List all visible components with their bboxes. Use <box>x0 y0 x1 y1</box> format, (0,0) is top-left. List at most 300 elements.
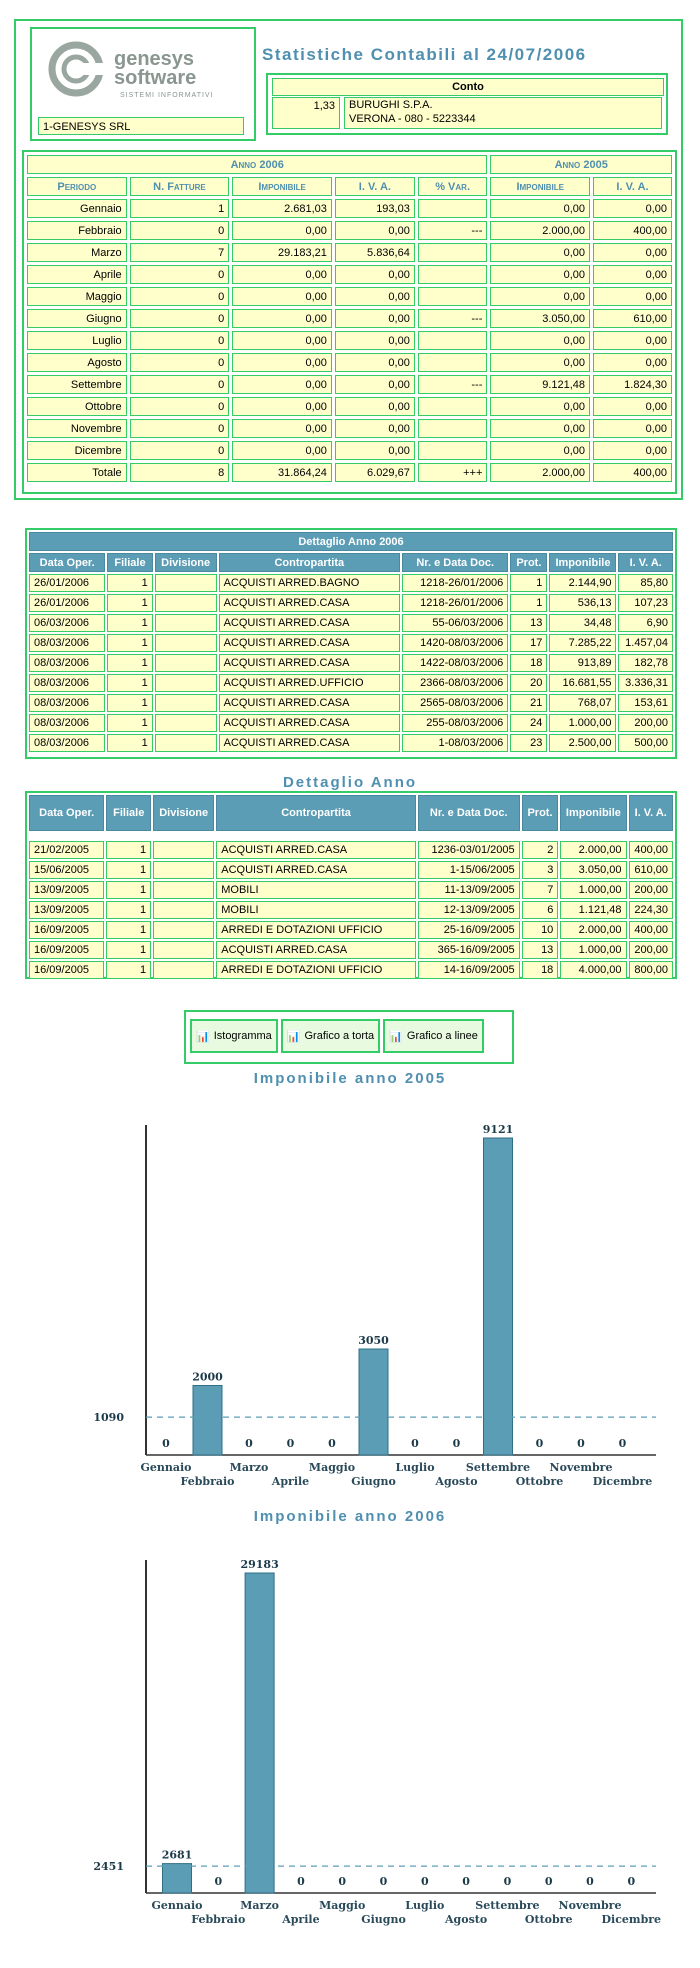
detail-cell: 1 <box>106 901 151 919</box>
detail-cell: 1.121,48 <box>560 901 626 919</box>
detail-cell: 153,61 <box>618 694 673 712</box>
summary-cell: Ottobre <box>27 397 127 416</box>
detail-cell: 1 <box>106 961 151 979</box>
detail-cell: 08/03/2006 <box>29 694 105 712</box>
detail-cell: 1 <box>107 614 152 632</box>
summary-col-header: Periodo <box>27 177 127 196</box>
bar-value-label: 0 <box>286 1437 295 1450</box>
detail-col-header: Contropartita <box>219 553 401 572</box>
summary-cell: Maggio <box>27 287 127 306</box>
summary-cell: +++ <box>418 463 488 482</box>
bar-value-label: 0 <box>618 1437 627 1450</box>
detail-cell: 1218-26/01/2006 <box>402 594 508 612</box>
detail-2006-table <box>27 530 675 754</box>
summary-cell: 0 <box>130 419 230 438</box>
summary-cell: 0 <box>130 397 230 416</box>
summary-cell: 0 <box>130 353 230 372</box>
detail-cell: 15/06/2005 <box>29 861 104 879</box>
detail-cell: 1 <box>107 674 152 692</box>
summary-cell: 0,00 <box>335 221 415 240</box>
summary-cell: Dicembre <box>27 441 127 460</box>
bar-value-label: 0 <box>544 1875 553 1888</box>
bar-value-label: 0 <box>338 1875 347 1888</box>
bar-value-label: 0 <box>162 1437 170 1450</box>
x-tick-label: Agosto <box>435 1475 478 1488</box>
detail-cell <box>155 694 217 712</box>
detail-row <box>29 861 673 879</box>
summary-cell <box>418 419 488 438</box>
detail-col-header: Prot. <box>522 795 559 831</box>
conto-address: VERONA - 080 - 5223344 <box>349 113 476 125</box>
chart-2006-title: Imponibile anno 2006 <box>253 1508 447 1525</box>
detail-cell <box>155 574 217 592</box>
detail-cell <box>155 614 217 632</box>
summary-cell <box>418 265 488 284</box>
detail-cell: 85,80 <box>618 574 673 592</box>
summary-cell: --- <box>418 375 488 394</box>
detail-cell: ARREDI E DOTAZIONI UFFICIO <box>216 961 416 979</box>
detail-cell: 16.681,55 <box>549 674 616 692</box>
detail-cell: 800,00 <box>629 961 674 979</box>
detail-cell: 107,23 <box>618 594 673 612</box>
bar <box>193 1385 222 1455</box>
x-tick-label: Febbraio <box>180 1475 235 1488</box>
logo-tag: SISTEMI INFORMATIVI <box>120 92 214 99</box>
detail-cell: 1236-03/01/2005 <box>418 841 520 859</box>
detail-row <box>29 734 673 752</box>
x-tick-label: Luglio <box>395 1461 435 1474</box>
detail-cell: 1 <box>107 694 152 712</box>
detail-cell: ACQUISTI ARRED.CASA <box>216 861 416 879</box>
chart-toolbar <box>184 1010 514 1064</box>
detail-cell: 2366-08/03/2006 <box>402 674 508 692</box>
detail-cell: 1 <box>106 921 151 939</box>
summary-cell: 0,00 <box>593 243 672 262</box>
detail-cell: 1 <box>107 654 152 672</box>
summary-cell: 0,00 <box>490 287 590 306</box>
summary-col-header: I. V. A. <box>593 177 672 196</box>
summary-cell: 0,00 <box>490 397 590 416</box>
bar-value-label: 9121 <box>482 1123 514 1136</box>
bar-value-label: 0 <box>214 1875 223 1888</box>
summary-cell: 0 <box>130 265 230 284</box>
summary-cell: 0 <box>130 221 230 240</box>
summary-cell: 9.121,48 <box>490 375 590 394</box>
summary-cell: 0,00 <box>232 375 332 394</box>
chart-2005-title: Imponibile anno 2005 <box>253 1070 447 1087</box>
summary-cell: 0,00 <box>232 441 332 460</box>
detail-cell: 1 <box>107 714 152 732</box>
detail-cell: 224,30 <box>629 901 674 919</box>
summary-cell <box>418 199 488 218</box>
summary-cell: Gennaio <box>27 199 127 218</box>
logo-line1: genesys <box>114 48 195 70</box>
detail-cell <box>155 714 217 732</box>
detail-col-header: Filiale <box>107 553 152 572</box>
detail-cell <box>155 654 217 672</box>
summary-cell: 0,00 <box>593 265 672 284</box>
x-tick-label: Dicembre <box>601 1913 662 1926</box>
istogramma-label: Istogramma <box>213 1030 272 1042</box>
detail-cell: 2.500,00 <box>549 734 616 752</box>
detail-anno-title: Dettaglio Anno <box>282 774 418 791</box>
summary-cell: 0,00 <box>232 353 332 372</box>
summary-col-header: % Var. <box>418 177 488 196</box>
detail-col-header: Filiale <box>106 795 151 831</box>
detail-cell: ACQUISTI ARRED.CASA <box>219 694 401 712</box>
summary-cell: 2.000,00 <box>490 221 590 240</box>
page-title: Statistiche Contabili al 24/07/2006 <box>262 45 587 64</box>
detail-cell: 10 <box>522 921 559 939</box>
detail-row <box>29 694 673 712</box>
detail-cell: 08/03/2006 <box>29 674 105 692</box>
summary-cell: 0,00 <box>335 375 415 394</box>
bar-value-label: 0 <box>627 1875 636 1888</box>
detail-col-header: I. V. A. <box>629 795 674 831</box>
summary-cell: Novembre <box>27 419 127 438</box>
detail-row <box>29 594 673 612</box>
average-label: 1090 <box>93 1411 124 1425</box>
detail-cell: 1 <box>106 841 151 859</box>
detail-col-header: Divisione <box>155 553 217 572</box>
detail-cell: 26/01/2006 <box>29 574 105 592</box>
detail-col-header: Imponibile <box>549 553 616 572</box>
detail-cell: ACQUISTI ARRED.CASA <box>219 714 401 732</box>
detail-cell <box>153 901 214 919</box>
summary-cell: 0,00 <box>593 419 672 438</box>
detail-cell: 1 <box>510 574 547 592</box>
detail-col-header: Contropartita <box>216 795 416 831</box>
summary-cell: Febbraio <box>27 221 127 240</box>
x-tick-label: Marzo <box>229 1461 269 1474</box>
detail-cell <box>155 734 217 752</box>
summary-cell: 0 <box>130 287 230 306</box>
summary-cell: --- <box>418 309 488 328</box>
detail-2006-frame <box>25 528 677 759</box>
summary-cell: 0,00 <box>490 331 590 350</box>
x-tick-label: Ottobre <box>515 1475 564 1488</box>
summary-row <box>27 463 672 482</box>
summary-row <box>27 397 672 416</box>
detail-row <box>29 614 673 632</box>
chart-icon: 📊 <box>196 1030 210 1043</box>
x-tick-label: Settembre <box>475 1899 540 1912</box>
summary-cell: 3.050,00 <box>490 309 590 328</box>
x-tick-label: Agosto <box>445 1913 488 1926</box>
detail-cell <box>153 961 214 979</box>
summary-row <box>27 199 672 218</box>
detail-cell <box>153 861 214 879</box>
summary-cell: 0,00 <box>335 397 415 416</box>
summary-cell: 610,00 <box>593 309 672 328</box>
detail-cell: 20 <box>510 674 547 692</box>
detail-cell: ACQUISTI ARRED.CASA <box>219 634 401 652</box>
detail-row <box>29 654 673 672</box>
summary-cell: 400,00 <box>593 221 672 240</box>
conto-box <box>266 73 668 135</box>
detail-cell: ACQUISTI ARRED.BAGNO <box>219 574 401 592</box>
detail-cell: 2565-08/03/2006 <box>402 694 508 712</box>
summary-cell: 0,00 <box>335 441 415 460</box>
detail-row <box>29 674 673 692</box>
detail-cell <box>153 841 214 859</box>
bar-value-label: 2000 <box>192 1370 223 1384</box>
detail-cell: 21 <box>510 694 547 712</box>
detail-cell: 08/03/2006 <box>29 714 105 732</box>
summary-cell <box>418 287 488 306</box>
summary-cell: 0 <box>130 375 230 394</box>
conto-label: Conto <box>272 78 664 96</box>
summary-col-header: Imponibile <box>232 177 332 196</box>
bar-value-label: 0 <box>462 1875 470 1888</box>
detail-cell: 7.285,22 <box>549 634 616 652</box>
detail-cell: 13 <box>510 614 547 632</box>
detail-cell: 1.000,00 <box>549 714 616 732</box>
year-2006-header: Anno 2006 <box>27 155 487 174</box>
summary-cell <box>418 243 488 262</box>
detail-cell: MOBILI <box>216 881 416 899</box>
detail-cell: 1218-26/01/2006 <box>402 574 508 592</box>
detail-cell: ARREDI E DOTAZIONI UFFICIO <box>216 921 416 939</box>
x-tick-label: Maggio <box>319 1899 366 1912</box>
detail-cell: 3.050,00 <box>560 861 626 879</box>
detail-cell <box>155 634 217 652</box>
summary-cell: 0,00 <box>593 287 672 306</box>
chart-2005 <box>0 1090 700 1510</box>
detail-cell <box>153 921 214 939</box>
summary-cell: 0,00 <box>593 199 672 218</box>
x-tick-label: Dicembre <box>592 1475 653 1488</box>
summary-cell: 0,00 <box>232 419 332 438</box>
detail-cell: 13/09/2005 <box>29 901 104 919</box>
detail-cell: ACQUISTI ARRED.CASA <box>219 734 401 752</box>
summary-cell: Agosto <box>27 353 127 372</box>
summary-cell: 6.029,67 <box>335 463 415 482</box>
detail-col-header: Prot. <box>510 553 547 572</box>
x-tick-label: Settembre <box>465 1461 531 1474</box>
detail-cell: 536,13 <box>549 594 616 612</box>
summary-row <box>27 221 672 240</box>
detail-cell: 200,00 <box>629 941 674 959</box>
bar <box>163 1864 192 1893</box>
detail-cell: 2.000,00 <box>560 921 626 939</box>
detail-cell: ACQUISTI ARRED.CASA <box>216 841 416 859</box>
summary-cell: 0,00 <box>335 309 415 328</box>
bar-value-label: 0 <box>297 1875 305 1888</box>
summary-cell: 0,00 <box>593 353 672 372</box>
summary-cell: Settembre <box>27 375 127 394</box>
detail-cell: ACQUISTI ARRED.CASA <box>219 594 401 612</box>
summary-row <box>27 441 672 460</box>
detail-cell: 18 <box>522 961 559 979</box>
detail-cell: 1 <box>107 734 152 752</box>
summary-cell: 0,00 <box>335 419 415 438</box>
bar-value-label: 29183 <box>240 1558 279 1571</box>
detail-cell: 2.144,90 <box>549 574 616 592</box>
summary-cell: 5.836,64 <box>335 243 415 262</box>
summary-cell: 0,00 <box>593 331 672 350</box>
summary-cell: 0,00 <box>335 353 415 372</box>
summary-cell: 0,00 <box>335 331 415 350</box>
bar-value-label: 0 <box>586 1875 594 1888</box>
detail-cell: 4.000,00 <box>560 961 626 979</box>
average-label: 2451 <box>93 1860 124 1874</box>
detail-cell: 11-13/09/2005 <box>418 881 520 899</box>
x-tick-label: Novembre <box>558 1899 622 1912</box>
detail-cell: 1.457,04 <box>618 634 673 652</box>
detail-row <box>29 714 673 732</box>
summary-cell: 0,00 <box>232 309 332 328</box>
detail-cell: 16/09/2005 <box>29 921 104 939</box>
summary-cell: 0,00 <box>335 265 415 284</box>
summary-row <box>27 419 672 438</box>
detail-col-header: I. V. A. <box>618 553 673 572</box>
x-tick-label: Aprile <box>282 1913 320 1926</box>
detail-cell: 08/03/2006 <box>29 634 105 652</box>
summary-cell: --- <box>418 221 488 240</box>
detail-cell: 26/01/2006 <box>29 594 105 612</box>
conto-name: BURUGHI S.P.A. <box>349 99 433 111</box>
summary-cell: 400,00 <box>593 463 672 482</box>
summary-cell: 0 <box>130 309 230 328</box>
istogramma-button[interactable] <box>190 1019 278 1053</box>
bar-value-label: 0 <box>577 1437 585 1450</box>
summary-cell: Luglio <box>27 331 127 350</box>
summary-frame <box>14 19 683 500</box>
detail-cell: 12-13/09/2005 <box>418 901 520 919</box>
summary-cell: 0,00 <box>593 441 672 460</box>
detail-row <box>29 961 673 979</box>
detail-cell: 3 <box>522 861 559 879</box>
detail-cell: 1 <box>106 861 151 879</box>
x-tick-label: Giugno <box>351 1475 396 1488</box>
detail-cell: 2.000,00 <box>560 841 626 859</box>
bar-value-label: 0 <box>503 1875 512 1888</box>
detail-cell: 06/03/2006 <box>29 614 105 632</box>
genesys-logo <box>44 39 244 101</box>
detail-col-header: Data Oper. <box>29 795 104 831</box>
summary-row <box>27 287 672 306</box>
summary-cell: 0 <box>130 441 230 460</box>
summary-cell: 0,00 <box>335 287 415 306</box>
x-tick-label: Ottobre <box>524 1913 573 1926</box>
summary-cell: Aprile <box>27 265 127 284</box>
summary-cell: 0,00 <box>490 419 590 438</box>
grafico-torta-button[interactable] <box>281 1019 380 1053</box>
summary-row <box>27 331 672 350</box>
detail-cell: ACQUISTI ARRED.UFFICIO <box>219 674 401 692</box>
detail-cell: 24 <box>510 714 547 732</box>
summary-cell: 0,00 <box>490 441 590 460</box>
detail-cell: 14-16/09/2005 <box>418 961 520 979</box>
detail-col-header: Data Oper. <box>29 553 105 572</box>
conto-code: 1,33 <box>272 97 340 129</box>
detail-cell: 400,00 <box>629 921 674 939</box>
summary-row <box>27 265 672 284</box>
summary-row <box>27 309 672 328</box>
chart-2006 <box>0 1528 700 1968</box>
logo-box <box>30 27 256 141</box>
detail-cell: 6 <box>522 901 559 919</box>
detail-col-header: Imponibile <box>560 795 626 831</box>
x-tick-label: Febbraio <box>191 1913 246 1926</box>
detail-cell: 1 <box>107 634 152 652</box>
summary-cell: 0,00 <box>490 243 590 262</box>
summary-cell: 29.183,21 <box>232 243 332 262</box>
detail-cell: 200,00 <box>618 714 673 732</box>
x-tick-label: Giugno <box>361 1913 406 1926</box>
detail-col-header: Nr. e Data Doc. <box>418 795 520 831</box>
summary-col-header: N. Fatture <box>130 177 230 196</box>
bar <box>245 1573 274 1893</box>
detail-cell: 13/09/2005 <box>29 881 104 899</box>
summary-cell <box>418 353 488 372</box>
detail-cell: 768,07 <box>549 694 616 712</box>
logo-line2: software <box>114 67 197 89</box>
detail-anno-frame <box>25 791 677 979</box>
detail-cell: ACQUISTI ARRED.CASA <box>216 941 416 959</box>
summary-cell: 0,00 <box>232 331 332 350</box>
detail-cell: 610,00 <box>629 861 674 879</box>
detail-cell: 16/09/2005 <box>29 961 104 979</box>
chart-icon: 📊 <box>389 1030 403 1043</box>
summary-cell <box>418 331 488 350</box>
detail-cell: 400,00 <box>629 841 674 859</box>
detail-cell: 255-08/03/2006 <box>402 714 508 732</box>
summary-row <box>27 353 672 372</box>
detail-cell: 1.000,00 <box>560 881 626 899</box>
detail-cell: 365-16/09/2005 <box>418 941 520 959</box>
summary-cell: Totale <box>27 463 127 482</box>
grafico-linee-button[interactable] <box>383 1019 484 1053</box>
detail-cell: ACQUISTI ARRED.CASA <box>219 654 401 672</box>
detail-cell <box>155 674 217 692</box>
detail-cell: 2 <box>522 841 559 859</box>
x-tick-label: Marzo <box>240 1899 279 1912</box>
company-name: 1-GENESYS SRL <box>38 117 244 135</box>
detail-cell: 1-15/06/2005 <box>418 861 520 879</box>
detail-cell: 08/03/2006 <box>29 654 105 672</box>
x-tick-label: Gennaio <box>151 1899 203 1912</box>
bar-value-label: 2681 <box>161 1848 193 1862</box>
bar-value-label: 0 <box>452 1437 461 1450</box>
detail-cell: 1.000,00 <box>560 941 626 959</box>
summary-cell: 2.681,03 <box>232 199 332 218</box>
summary-cell: 7 <box>130 243 230 262</box>
detail-cell: 1 <box>510 594 547 612</box>
detail-cell: 3.336,31 <box>618 674 673 692</box>
summary-cell: 0,00 <box>490 199 590 218</box>
summary-cell: 0,00 <box>232 287 332 306</box>
detail-row <box>29 901 673 919</box>
bar-value-label: 0 <box>245 1437 253 1450</box>
year-2005-header: Anno 2005 <box>490 155 672 174</box>
summary-cell: 1 <box>130 199 230 218</box>
detail-col-header: Divisione <box>153 795 214 831</box>
grafico-linee-label: Grafico a linee <box>406 1030 478 1042</box>
detail-cell: 1 <box>106 941 151 959</box>
detail-anno-table <box>27 793 675 981</box>
bar <box>484 1138 513 1455</box>
detail-cell: 21/02/2005 <box>29 841 104 859</box>
conto-details <box>344 97 662 129</box>
detail-row <box>29 574 673 592</box>
detail-cell <box>155 594 217 612</box>
detail-cell: 913,89 <box>549 654 616 672</box>
detail-cell: 1 <box>106 881 151 899</box>
bar <box>359 1349 388 1455</box>
summary-col-header: Imponibile <box>490 177 590 196</box>
